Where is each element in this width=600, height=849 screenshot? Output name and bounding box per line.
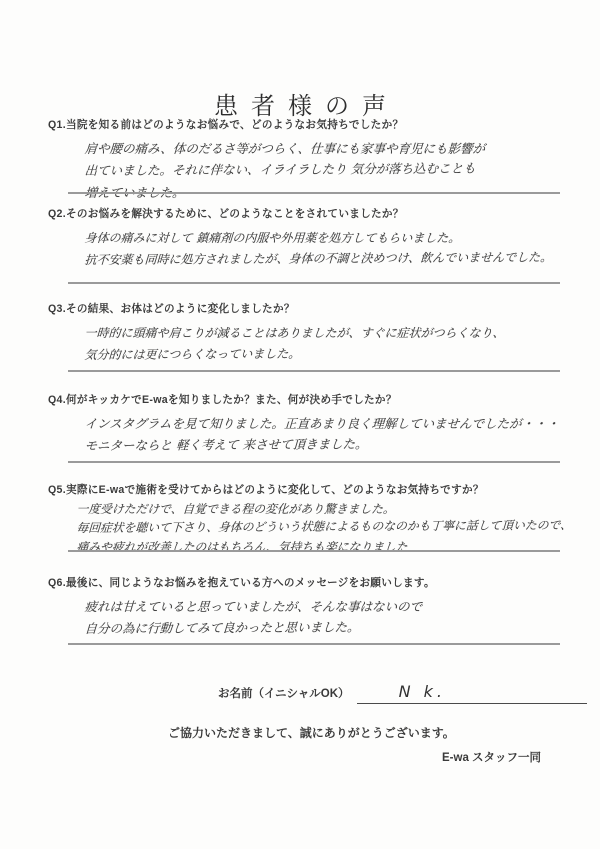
handwritten-answer-line: 増えていました。 [84, 185, 186, 200]
answer-underline [68, 282, 560, 284]
thanks-message: ご協力いただきまして、誠にありがとうございます。 [168, 726, 455, 740]
handwritten-answer-line: モニターならと 軽く考えて 来させて頂きました。 [84, 436, 368, 454]
name-field-underline [357, 682, 587, 704]
handwritten-answer-line: 抗不安薬も同時に処方されましたが、身体の不調と決めつけ、飲んでいませんでした。 [84, 250, 553, 268]
question-section [0, 117, 600, 200]
handwritten-answer [84, 138, 600, 204]
question-section [0, 482, 600, 552]
handwritten-answer [84, 413, 600, 457]
question-label: Q3.その結果、お体はどのように変化しましたか？ [48, 303, 295, 315]
answer-underline [68, 550, 560, 552]
question-section [0, 575, 600, 645]
handwritten-answer-line: インスタグラムを見て知りました。正直あまり良く理解していませんでしたが・・・ [84, 416, 560, 431]
handwritten-answer-line: 肩や腰の痛み、体のだるさ等がつらく、仕事にも家事や育児にも影響が [84, 141, 486, 156]
answer-underline [68, 370, 560, 372]
question-label: Q5.実際にE-waで施術を受けてからはどのように変化して、どのようなお気持ちですか？ [48, 484, 484, 496]
name-field-label: お名前（イニシャルOK） [218, 688, 350, 700]
handwritten-answer-line: 毎回症状を聴いて下さり、身体のどういう状態によるものなのかも丁寧に話して頂いたので、 [76, 517, 573, 536]
question-section [0, 301, 600, 372]
handwritten-answer [76, 500, 600, 557]
handwritten-answer [84, 596, 600, 640]
handwritten-answer-line: 疲れは甘えていると思っていましたが、そんな事はないので [84, 599, 423, 614]
question-section [0, 392, 600, 463]
handwritten-answer [84, 322, 600, 366]
question-label: Q4.何がキッカケでE-waを知りましたか？また、何が決め手でしたか？ [48, 394, 397, 406]
handwritten-answer-line: 身体の痛みに対して 鎮痛剤の内服や外用薬を処方してもらいました。 [84, 231, 461, 245]
name-field-value: N k. [398, 682, 446, 701]
handwritten-answer-line: 自分の為に行動してみて良かったと思いました。 [84, 619, 360, 637]
answer-underline [68, 192, 560, 194]
answer-underline [68, 643, 560, 645]
question-section [0, 206, 600, 284]
name-field [218, 682, 587, 704]
question-label: Q1.当院を知る前はどのようなお悩みで、どのようなお気持ちでしたか？ [48, 119, 404, 131]
question-label: Q2.そのお悩みを解決するために、どのようなことをされていましたか？ [48, 208, 404, 220]
staff-signature: E-wa スタッフ一同 [442, 752, 542, 764]
page-title: 患者様の声 [214, 93, 399, 121]
handwritten-answer-line: 一時的に頭痛や肩こりが減ることはありましたが、すぐに症状がつらくなり、 [84, 326, 505, 340]
handwritten-answer-line: 一度受けただけで、自覚できる程の変化があり驚きました。 [76, 502, 396, 516]
handwritten-answer-line: 痛みや疲れが改善したのはもちろん、気持ちも楽になりました [76, 540, 408, 554]
question-label: Q6.最後に、同じようなお悩みを抱えている方へのメッセージをお願いします。 [48, 577, 435, 589]
handwritten-answer [84, 227, 600, 271]
answer-underline [68, 461, 560, 463]
handwritten-answer-line: 気分的には更につらくなっていました。 [84, 346, 301, 363]
handwritten-answer-line: 出ていました。それに伴ない、イライラしたり 気分が落ち込むことも [84, 160, 477, 179]
